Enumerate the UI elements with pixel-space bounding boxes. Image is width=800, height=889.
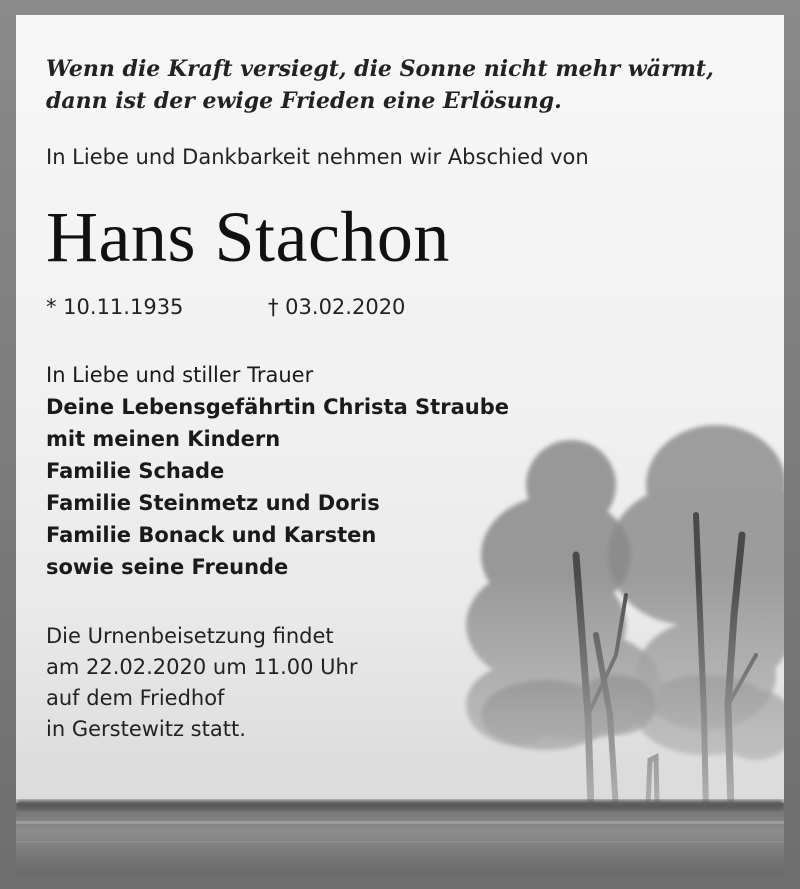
farewell-intro: In Liebe und Dankbarkeit nehmen wir Abschied von — [46, 145, 589, 169]
motto-line: dann ist der ewige Frieden eine Erlösung. — [46, 88, 562, 114]
burial-notice — [46, 621, 357, 745]
burial-line: am 22.02.2020 um 11.00 Uhr — [46, 655, 358, 679]
obituary-notice — [16, 15, 784, 873]
mourner-line: Familie Bonack und Karsten — [46, 523, 377, 547]
life-dates — [46, 295, 476, 323]
motto-line: Wenn die Kraft versiegt, die Sonne nicht mehr wärmt, — [46, 56, 714, 82]
mourner-line: Familie Steinmetz und Doris — [46, 491, 380, 515]
birth-date: * 10.11.1935 — [46, 295, 184, 319]
mourner-line: Deine Lebensgefährtin Christa Straube — [46, 395, 509, 419]
burial-line: auf dem Friedhof — [46, 686, 225, 710]
mourners-block — [46, 359, 509, 583]
deceased-name: Hans Stachon — [46, 197, 450, 277]
burial-line: in Gerstewitz statt. — [46, 717, 246, 741]
mourners-intro: In Liebe und stiller Trauer — [46, 363, 314, 387]
mourner-line: mit meinen Kindern — [46, 427, 281, 451]
motto-verse — [46, 53, 714, 117]
mourner-line: Familie Schade — [46, 459, 225, 483]
mourner-line: sowie seine Freunde — [46, 555, 289, 579]
burial-line: Die Urnenbeisetzung findet — [46, 624, 334, 648]
death-date: † 03.02.2020 — [268, 295, 406, 319]
